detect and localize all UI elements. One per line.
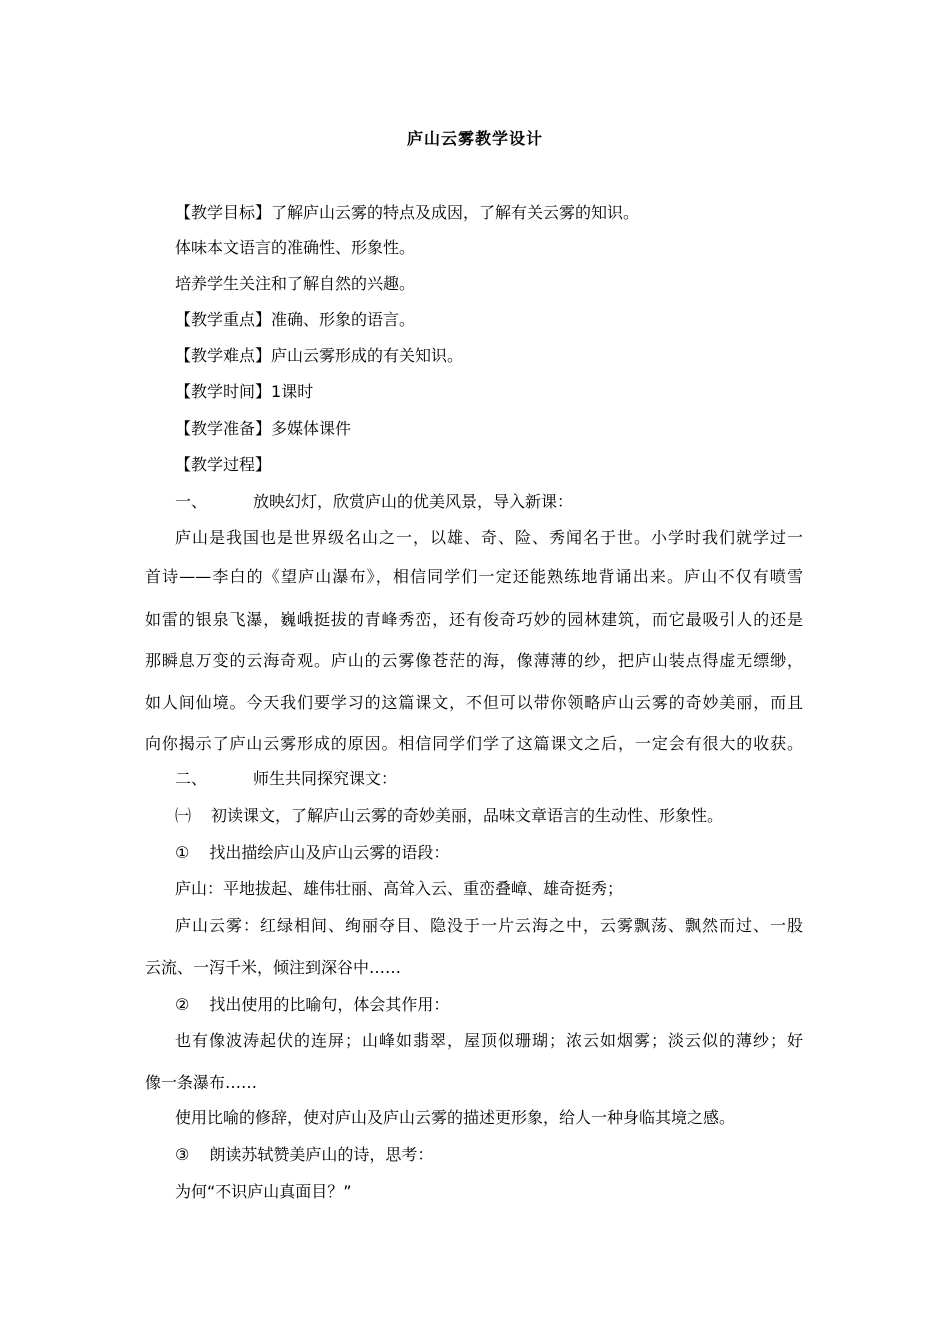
step2-heading-line [175, 769, 397, 789]
item3-line [175, 1145, 433, 1165]
process-label: 【教学过程】 [175, 455, 272, 474]
difficulties-line [175, 346, 463, 366]
step1-heading-line [175, 492, 573, 512]
step1-para-line: 如雷的银泉飞瀑，巍峨挺拔的青峰秀峦，还有俊奇巧妙的园林建筑，而它最吸引人的还是 [145, 610, 803, 629]
preparation-label: 【教学准备】 [175, 419, 272, 438]
objectives-text: 了解庐山云雾的特点及成因，了解有关云雾的知识。 [271, 203, 640, 222]
item1-line [175, 843, 449, 863]
item2-marker: ② [175, 995, 190, 1014]
key-points-text: 准确、形象的语言。 [271, 310, 416, 329]
step1-para-line: 向你揭示了庐山云雾形成的原因。相信同学们学了这篇课文之后，一定会有很大的收获。 [145, 734, 803, 753]
page-title: 庐山云雾教学设计 [406, 129, 543, 148]
step1-heading: 放映幻灯，欣赏庐山的优美风景，导入新课： [253, 492, 574, 511]
item2-example-line: 也有像波涛起伏的连屏；山峰如翡翠，屋顶似珊瑚；浓云如烟雾；淡云似的薄纱；好 [175, 1031, 803, 1050]
sub1-line [175, 806, 723, 826]
difficulties-text: 庐山云雾形成的有关知识。 [271, 346, 464, 365]
item3-question: 为何“不识庐山真面目？” [175, 1182, 352, 1201]
step2-number: 二、 [175, 769, 208, 788]
time-line [175, 382, 313, 402]
item3-marker: ③ [175, 1145, 190, 1164]
item2-effect: 使用比喻的修辞，使对庐山及庐山云雾的描述更形象，给人一种身临其境之感。 [175, 1108, 736, 1127]
time-label: 【教学时间】 [175, 382, 272, 401]
item1-yunwu-line: 庐山云雾：红绿相间、绚丽夺目、隐没于一片云海之中，云雾飘荡、飘然而过、一股 [175, 916, 803, 935]
step1-para-line: 那瞬息万变的云海奇观。庐山的云雾像苍茫的海，像薄薄的纱，把庐山装点得虚无缥缈， [145, 651, 803, 670]
item2-example-line: 像一条瀑布…… [145, 1073, 258, 1092]
objectives-line [175, 203, 639, 223]
item1-yunwu-line: 云流、一泻千米，倾注到深谷中…… [145, 958, 402, 977]
item1-text: 找出描绘庐山及庐山云雾的语段： [209, 843, 450, 862]
sub1-marker: ㈠ [175, 806, 192, 825]
step1-para-line: 首诗——李白的《望庐山瀑布》，相信同学们一定还能熟练地背诵出来。庐山不仅有喷雪 [145, 567, 803, 586]
time-text: 1课时 [271, 382, 314, 401]
item1-lushan: 庐山：平地拔起、雄伟壮丽、高耸入云、重峦叠嶂、雄奇挺秀； [175, 879, 624, 898]
item2-text: 找出使用的比喻句，体会其作用： [209, 995, 450, 1014]
step1-number: 一、 [175, 492, 208, 511]
objectives-line-2: 体味本文语言的准确性、形象性。 [175, 238, 416, 257]
preparation-text: 多媒体课件 [271, 419, 352, 438]
step1-para-line: 如人间仙境。今天我们要学习的这篇课文，不但可以带你领略庐山云雾的奇妙美丽，而且 [145, 693, 803, 712]
item3-text: 朗读苏轼赞美庐山的诗，思考： [209, 1145, 434, 1164]
item1-marker: ① [175, 843, 190, 862]
sub1-text: 初读课文，了解庐山云雾的奇妙美丽，品味文章语言的生动性、形象性。 [211, 806, 724, 825]
step1-para-line: 庐山是我国也是世界级名山之一，以雄、奇、险、秀闻名于世。小学时我们就学过一 [175, 528, 803, 547]
objectives-label: 【教学目标】 [175, 203, 272, 222]
difficulties-label: 【教学难点】 [175, 346, 272, 365]
key-points-line [175, 310, 415, 330]
preparation-line [175, 419, 351, 439]
step2-heading: 师生共同探究课文： [253, 769, 398, 788]
item2-line [175, 995, 449, 1015]
objectives-line-3: 培养学生关注和了解自然的兴趣。 [175, 274, 416, 293]
key-points-label: 【教学重点】 [175, 310, 272, 329]
